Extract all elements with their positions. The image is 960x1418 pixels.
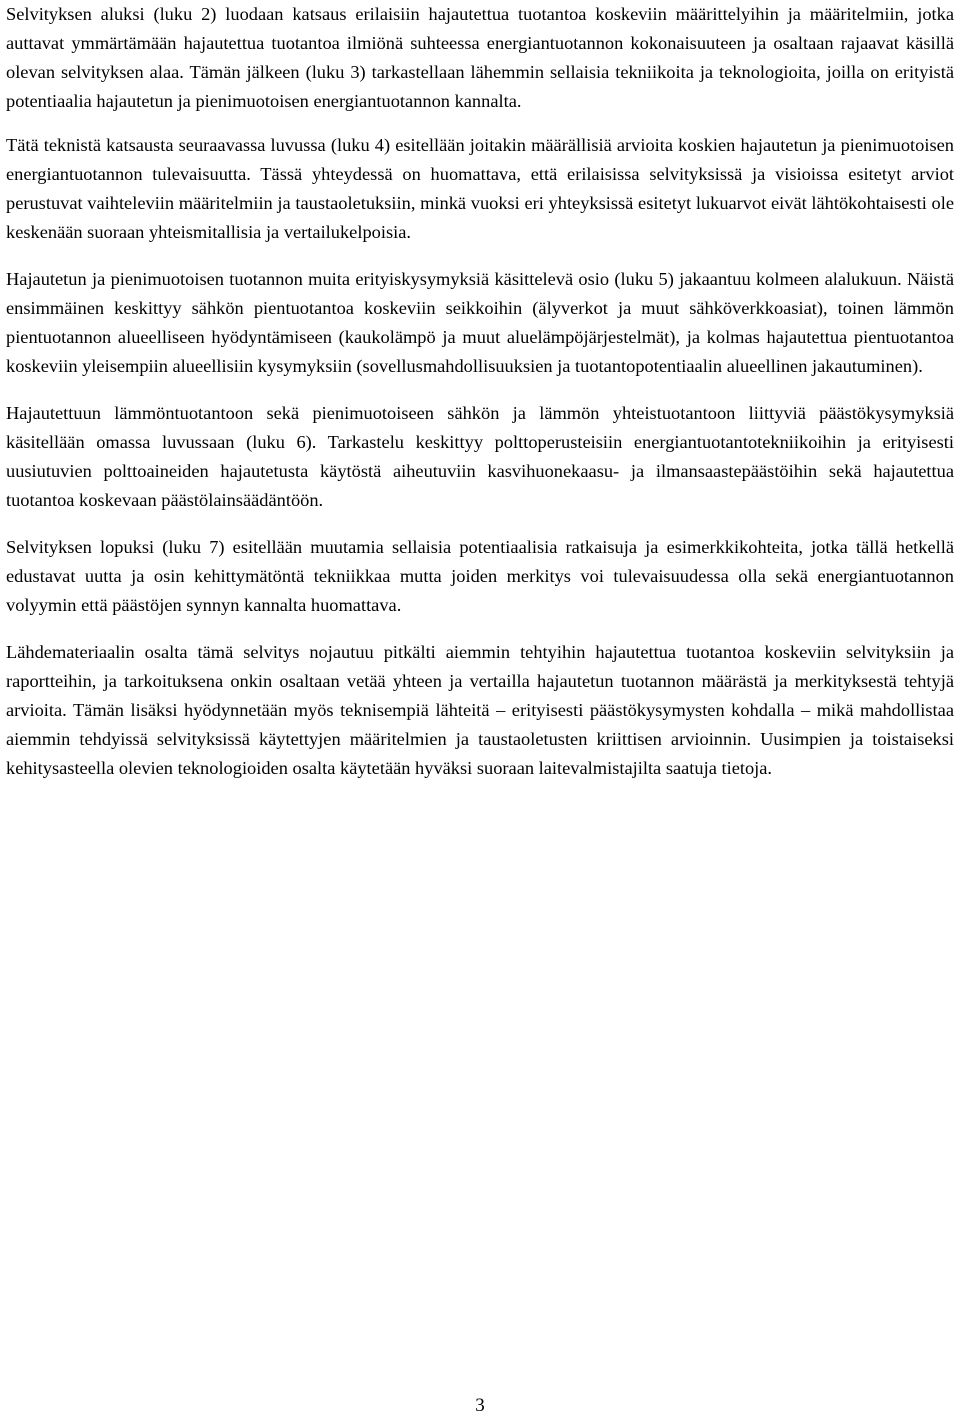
paragraph-special-questions: Hajautetun ja pienimuotoisen tuotannon muita erityiskysymyksiä käsittelevä osio (luku 5) jakaantuu kolmeen alalukuun. Näistä ensimmäinen keskittyy sähkön pientuotantoa koskeviin seikkoihin (älyverkot ja muut sähköverkkoasiat), toinen lämmön pientuotannon alueelliseen hyödyntämiseen (kaukolämpö ja muut aluelämpöjärjestelmät), ja kolmas hajautettua pientuotantoa koskeviin yleisempiin alueellisiin kysymyksiin (sovellusmahdollisuuksien ja tuotantopotentiaalin alueellinen jakautuminen). [6,269,954,376]
paragraph-quantitative-estimates: Tätä teknistä katsausta seuraavassa luvussa (luku 4) esitellään joitakin määrällisiä arvioita koskien hajautetun ja pienimuotoisen energiantuotannon tulevaisuutta. Tässä yhteydessä on huomattava, että erilaisissa selvityksissä ja visioissa esitetyt arviot perustuvat vaihteleviin määritelmiin ja taustaoletuksiin, minkä vuoksi eri yhteyksissä esitetyt lukuarvot eivät lähtökohtaisesti ole keskenään suoraan yhteismitallisia ja vertailukelpoisia. [6,135,954,242]
paragraph-emissions: Hajautettuun lämmöntuotantoon sekä pienimuotoiseen sähkön ja lämmön yhteistuotantoon liittyviä päästökysymyksiä käsitellään omassa luvussaan (luku 6). Tarkastelu keskittyy polttoperusteisiin energiantuotantotekniikoihin ja erityisesti uusiutuvien polttoaineiden hajautetusta käytöstä aiheutuviin kasvihuonekaasu- ja ilmansaastepäästöihin sekä hajautettua tuotantoa koskevaan päästölainsäädäntöön. [6,403,954,510]
paragraph-sources: Lähdemateriaalin osalta tämä selvitys nojautuu pitkälti aiemmin tehtyihin hajautettua tuotantoa koskeviin selvityksiin ja raportteihin, ja tarkoituksena onkin osaltaan vetää yhteen ja vertailla hajautetun tuotannon määrästä ja merkityksestä tehtyjä arvioita. Tämän lisäksi hyödynnetään myös teknisempiä lähteitä – erityisesti päästökysymysten kohdalla – mikä mahdollistaa aiemmin tehdyissä selvityksissä käytettyjen määritelmien ja taustaoletusten kriittisen arvioinnin. Uusimpien ja toistaiseksi kehitysasteella olevien teknologioiden osalta käytetään hyväksi suoraan laitevalmistajilta saatuja tietoja. [6,642,954,778]
document-page [6,0,954,801]
page-number: 3 [475,1395,485,1416]
paragraph-intro: Selvityksen aluksi (luku 2) luodaan katsaus erilaisiin hajautettua tuotantoa koskeviin määrittelyihin ja määritelmiin, jotka auttavat ymmärtämään hajautettua tuotantoa ilmiönä suhteessa energiantuotannon kokonaisuuteen ja osaltaan rajaavat käsillä olevan selvityksen alaa. Tämän jälkeen (luku 3) tarkastellaan lähemmin sellaisia tekniikoita ja teknologioita, joilla on erityistä potentiaalia hajautetun ja pienimuotoisen energiantuotannon kannalta. [6,4,954,111]
paragraph-conclusion: Selvityksen lopuksi (luku 7) esitellään muutamia sellaisia potentiaalisia ratkaisuja ja esimerkkikohteita, jotka tällä hetkellä edustavat uutta ja osin kehittymätöntä tekniikkaa mutta joiden merkitys voi tulevaisuudessa olla sekä energiantuotannon volyymin että päästöjen synnyn kannalta huomattava. [6,537,954,615]
